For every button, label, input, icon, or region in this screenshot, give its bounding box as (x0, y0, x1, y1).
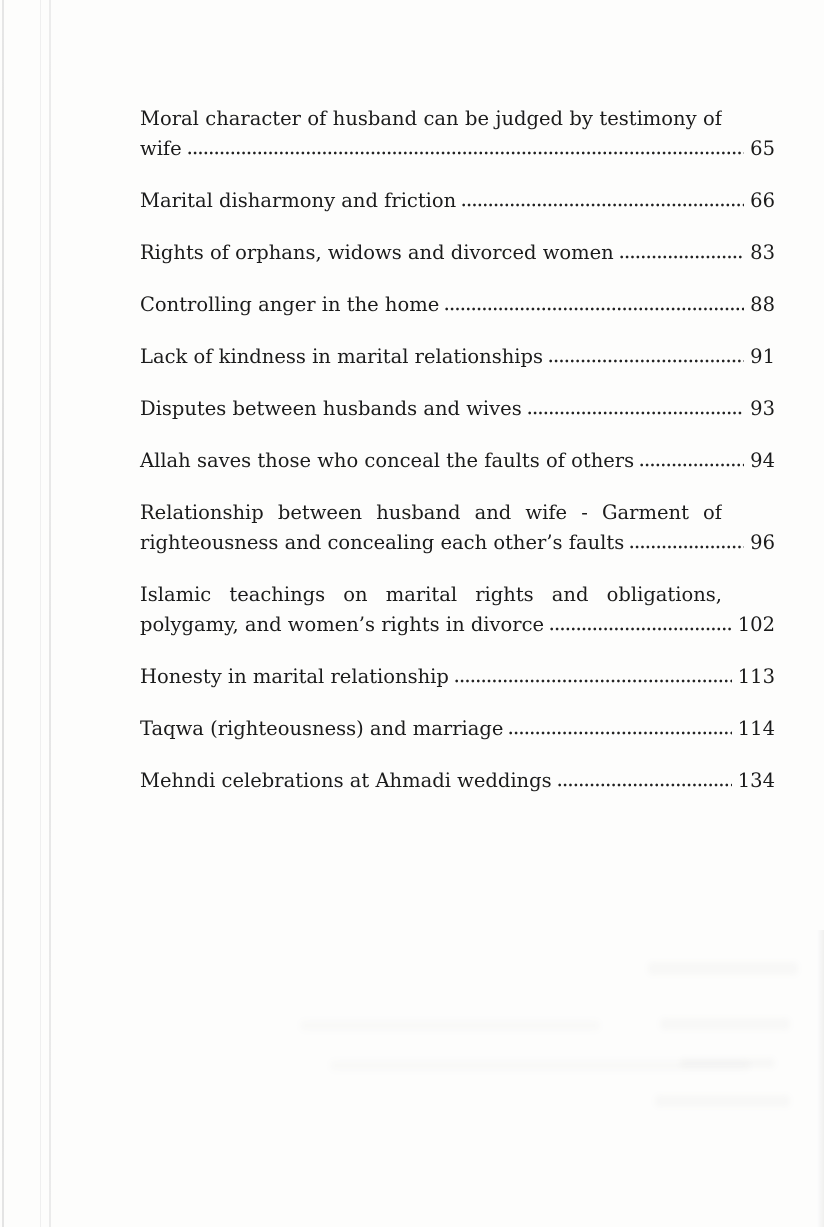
page-edge-shadow (817, 930, 824, 1227)
toc-entry-line (140, 528, 775, 558)
table-of-contents (140, 104, 775, 818)
toc-entry (140, 104, 775, 164)
bleedthrough-artifact (330, 1060, 750, 1071)
toc-page-number: 88 (750, 293, 775, 316)
toc-entry (140, 342, 775, 372)
toc-entry-line (140, 662, 775, 692)
toc-entry-title: Taqwa (righteousness) and marriage (140, 717, 504, 740)
dot-leader (639, 463, 744, 467)
toc-entry-title: Rights of orphans, widows and divorced women (140, 241, 614, 264)
toc-entry (140, 714, 775, 744)
toc-page-number: 114 (737, 717, 775, 740)
dot-leader (444, 307, 744, 311)
toc-entry (140, 498, 775, 558)
toc-entry (140, 238, 775, 268)
toc-entry-line (140, 766, 775, 796)
toc-page-number: 134 (737, 769, 775, 792)
toc-page-number: 93 (750, 397, 775, 420)
toc-entry-line (140, 342, 775, 372)
bleedthrough-artifact (680, 1058, 775, 1068)
page-binding-edge-line (40, 0, 41, 1227)
toc-entry-line (140, 714, 775, 744)
toc-entry-title: righteousness and concealing each other’s faults (140, 531, 625, 554)
page-binding-edge-line (2, 0, 4, 1227)
toc-page-number: 83 (750, 241, 775, 264)
toc-entry-title: Allah saves those who conceal the faults of others (140, 449, 635, 472)
toc-page-number: 91 (750, 345, 775, 368)
bleedthrough-artifact (300, 1020, 600, 1031)
dot-leader (557, 783, 732, 787)
dot-leader (548, 359, 744, 363)
toc-entry-line (140, 290, 775, 320)
toc-page-number: 66 (750, 189, 775, 212)
page-binding-edge-line (49, 0, 51, 1227)
dot-leader (619, 255, 744, 259)
toc-entry (140, 446, 775, 476)
toc-entry (140, 580, 775, 640)
dot-leader (527, 411, 744, 415)
toc-entry-title: Mehndi celebrations at Ahmadi weddings (140, 769, 552, 792)
dot-leader (461, 203, 744, 207)
toc-entry (140, 662, 775, 692)
toc-entry-title: Controlling anger in the home (140, 293, 440, 316)
toc-page-number: 94 (750, 449, 775, 472)
toc-page-number: 102 (737, 613, 775, 636)
toc-entry-line (140, 446, 775, 476)
bleedthrough-artifact (660, 1018, 790, 1030)
toc-entry-title: Marital disharmony and friction (140, 189, 457, 212)
dot-leader (187, 151, 744, 155)
dot-leader (508, 731, 731, 735)
toc-entry-title: polygamy, and women’s rights in divorce (140, 613, 545, 636)
toc-entry-line (140, 186, 775, 216)
toc-page-number: 113 (737, 665, 775, 688)
dot-leader (549, 627, 732, 631)
toc-entry-title-wrap-line: Moral character of husband can be judged by testimony of (140, 107, 722, 130)
toc-entry-line (140, 238, 775, 268)
toc-entry-line (140, 610, 775, 640)
dot-leader (629, 545, 744, 549)
toc-page-number: 96 (750, 531, 775, 554)
toc-entry-title: Lack of kindness in marital relationships (140, 345, 544, 368)
toc-entry (140, 290, 775, 320)
bleedthrough-artifact (655, 1095, 790, 1107)
toc-entry-title: Disputes between husbands and wives (140, 397, 522, 420)
toc-entry-line (140, 394, 775, 424)
toc-entry-line (140, 134, 775, 164)
toc-page-number: 65 (750, 137, 775, 160)
toc-entry-title-wrap-line: Relationship between husband and wife - Garment of (140, 501, 722, 524)
toc-entry-title: Honesty in marital relationship (140, 665, 449, 688)
toc-entry (140, 186, 775, 216)
toc-entry (140, 766, 775, 796)
toc-entry (140, 394, 775, 424)
dot-leader (454, 679, 732, 683)
toc-entry-title: wife (140, 137, 182, 160)
bleedthrough-artifact (648, 962, 798, 975)
toc-entry-title-wrap-line: Islamic teachings on marital rights and obligations, (140, 583, 722, 606)
